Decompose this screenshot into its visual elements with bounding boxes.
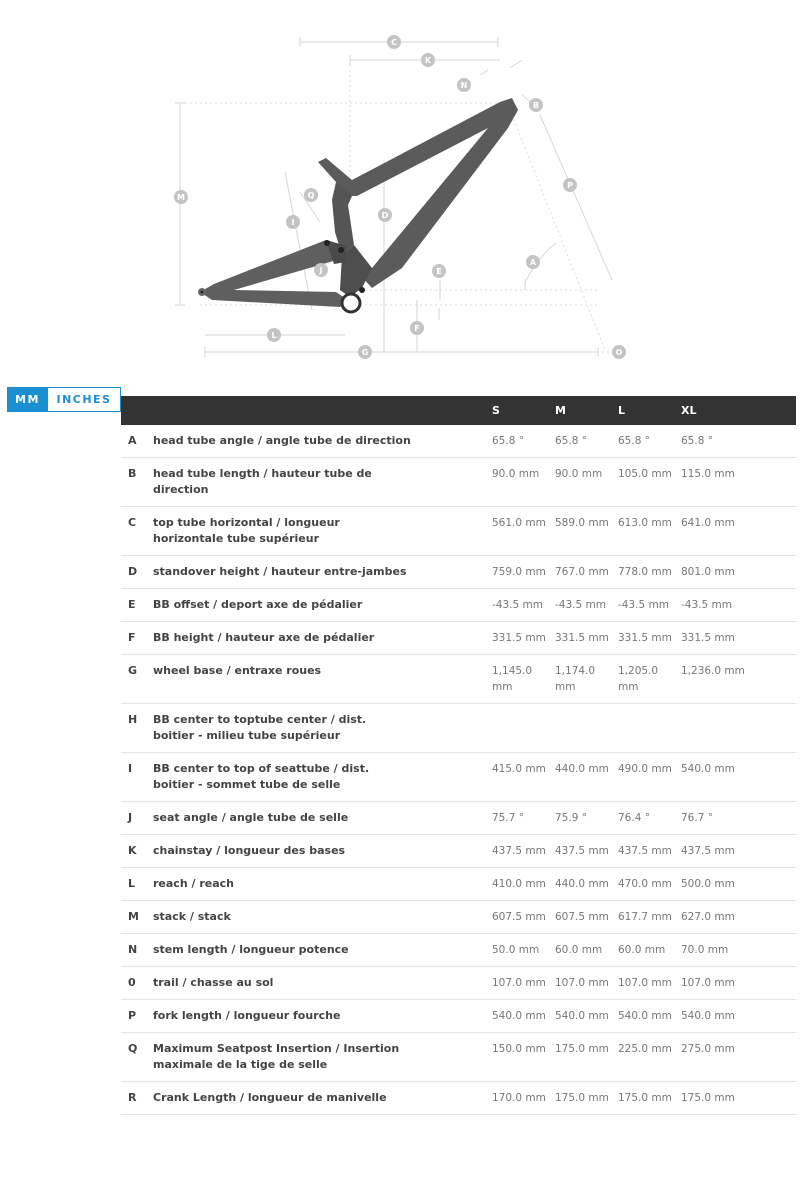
value-s: 540.0 mm — [492, 1010, 546, 1022]
value-l: 617.7 mm — [618, 911, 672, 923]
value-xl: 540.0 mm — [681, 1010, 735, 1022]
row-label: standover height / hauteur entre-jambes — [153, 565, 407, 578]
row-label: chainstay / longueur des bases — [153, 844, 346, 857]
svg-text:P: P — [567, 181, 573, 190]
marker-e — [432, 264, 446, 278]
svg-text:G: G — [361, 348, 369, 357]
marker-b — [529, 98, 543, 112]
row-label: seat angle / angle tube de selle — [153, 811, 349, 824]
value-s — [491, 704, 554, 753]
marker-m — [174, 190, 188, 204]
value-xl: 65.8 ° — [681, 435, 713, 447]
table-row — [121, 1000, 796, 1033]
value-m: 767.0 mm — [555, 566, 609, 578]
value-m: 331.5 mm — [555, 632, 609, 644]
value-l: 65.8 ° — [618, 435, 650, 447]
table-row — [121, 425, 796, 458]
marker-q — [304, 188, 318, 202]
value-s: 437.5 mm — [492, 845, 546, 857]
marker-a — [526, 255, 540, 269]
value-l: 60.0 mm — [618, 944, 666, 956]
table-row — [121, 753, 796, 802]
row-label: fork length / longueur fourche — [153, 1009, 341, 1022]
value-m: -43.5 mm — [555, 599, 606, 611]
row-key: M — [128, 910, 139, 923]
value-m: 440.0 mm — [555, 763, 609, 775]
marker-k — [267, 328, 281, 342]
mm-unit-button[interactable]: MM — [7, 387, 48, 412]
row-label: head tube angle / angle tube de direction — [153, 434, 411, 447]
svg-text:A: A — [529, 258, 537, 267]
header-label — [153, 396, 491, 425]
value-m: 107.0 mm — [555, 977, 609, 989]
row-key: H — [128, 713, 138, 726]
value-l: 175.0 mm — [618, 1092, 672, 1104]
value-m — [554, 704, 617, 753]
table-row — [121, 589, 796, 622]
value-s: 607.5 mm — [492, 911, 546, 923]
marker-g — [358, 345, 372, 359]
value-xl: 107.0 mm — [681, 977, 735, 989]
table-row — [121, 507, 796, 556]
table-row — [121, 901, 796, 934]
value-s: 410.0 mm — [492, 878, 546, 890]
row-label: stem length / longueur potence — [153, 943, 349, 956]
row-key: C — [128, 516, 137, 529]
marker-d — [378, 208, 392, 222]
value-xl: 175.0 mm — [681, 1092, 735, 1104]
value-m: 65.8 ° — [555, 435, 587, 447]
value-m: 175.0 mm — [555, 1043, 609, 1055]
value-s: 170.0 mm — [492, 1092, 546, 1104]
svg-text:M: M — [177, 193, 185, 202]
svg-text:E: E — [436, 267, 442, 276]
value-m: 75.9 ° — [555, 812, 587, 824]
value-l: 225.0 mm — [618, 1043, 672, 1055]
row-label: Crank Length / longueur de manivelle — [153, 1091, 387, 1104]
value-xl: 70.0 mm — [681, 944, 729, 956]
value-s: 65.8 ° — [492, 435, 524, 447]
table-row — [121, 967, 796, 1000]
row-label: reach / reach — [153, 877, 234, 890]
svg-text:L: L — [271, 331, 277, 340]
table-row — [121, 556, 796, 589]
row-label: top tube horizontal / longueur horizontale tube supérieur — [153, 516, 340, 545]
row-key: F — [128, 631, 136, 644]
value-l: 613.0 mm — [618, 517, 672, 529]
unit-toggle — [7, 387, 121, 412]
row-key: K — [128, 844, 137, 857]
row-label: head tube length / hauteur tube de direction — [153, 467, 372, 496]
row-key: L — [128, 877, 136, 890]
value-m: 437.5 mm — [555, 845, 609, 857]
value-xl: 437.5 mm — [681, 845, 735, 857]
bike-frame — [198, 98, 518, 312]
marker-l — [421, 53, 435, 67]
value-l: 107.0 mm — [618, 977, 672, 989]
row-label: trail / chasse au sol — [153, 976, 274, 989]
row-label: BB center to top of seattube / dist. boitier - sommet tube de selle — [153, 762, 370, 791]
marker-c — [387, 35, 401, 49]
row-key: P — [128, 1009, 137, 1022]
value-s: 1,145.0 mm — [492, 665, 533, 693]
value-s: 150.0 mm — [492, 1043, 546, 1055]
table-row — [121, 622, 796, 655]
value-s: 50.0 mm — [492, 944, 540, 956]
value-l: 490.0 mm — [618, 763, 672, 775]
svg-text:D: D — [381, 211, 389, 220]
frame-geometry-diagram — [0, 0, 800, 370]
value-s: -43.5 mm — [492, 599, 543, 611]
size-header-s: S — [492, 404, 500, 417]
row-key: N — [128, 943, 138, 956]
row-label: Maximum Seatpost Insertion / Insertion maximale de la tige de selle — [153, 1042, 400, 1071]
value-m: 607.5 mm — [555, 911, 609, 923]
svg-text:C: C — [391, 38, 397, 47]
value-s: 107.0 mm — [492, 977, 546, 989]
svg-text:B: B — [532, 101, 540, 110]
row-key: 0 — [128, 976, 136, 989]
value-xl: 331.5 mm — [681, 632, 735, 644]
value-xl: 76.7 ° — [681, 812, 713, 824]
row-key: A — [128, 434, 137, 447]
row-key: J — [128, 811, 133, 824]
value-m: 589.0 mm — [555, 517, 609, 529]
value-l: 105.0 mm — [618, 468, 672, 480]
value-s: 415.0 mm — [492, 763, 546, 775]
marker-f — [410, 321, 424, 335]
table-row — [121, 802, 796, 835]
geometry-table — [121, 396, 796, 1115]
row-key: D — [128, 565, 138, 578]
value-m: 60.0 mm — [555, 944, 603, 956]
row-label: BB center to toptube center / dist. boitier - milieu tube supérieur — [153, 713, 367, 742]
value-xl: 500.0 mm — [681, 878, 735, 890]
value-xl: 1,236.0 mm — [681, 665, 745, 677]
value-l: -43.5 mm — [618, 599, 669, 611]
row-key: B — [128, 467, 137, 480]
value-l: 437.5 mm — [618, 845, 672, 857]
size-header-l: L — [618, 404, 626, 417]
value-s: 759.0 mm — [492, 566, 546, 578]
value-xl: 801.0 mm — [681, 566, 735, 578]
value-xl — [680, 704, 796, 753]
value-l: 331.5 mm — [618, 632, 672, 644]
table-header-row — [121, 396, 796, 425]
row-label: BB offset / deport axe de pédalier — [153, 598, 363, 611]
value-s: 75.7 ° — [492, 812, 524, 824]
value-xl: 115.0 mm — [681, 468, 735, 480]
svg-text:I: I — [291, 218, 295, 227]
svg-text:O: O — [615, 348, 623, 357]
table-row — [121, 934, 796, 967]
value-xl: 627.0 mm — [681, 911, 735, 923]
inches-unit-button[interactable]: INCHES — [48, 387, 121, 412]
svg-text:Q: Q — [307, 191, 315, 200]
table-body — [121, 425, 796, 1115]
table-row — [121, 704, 796, 753]
size-header-m: M — [555, 404, 566, 417]
row-key: G — [128, 664, 138, 677]
table-row — [121, 835, 796, 868]
row-key: R — [128, 1091, 137, 1104]
marker-j — [314, 263, 328, 277]
table-row — [121, 1082, 796, 1115]
table-row — [121, 655, 796, 704]
row-key: E — [128, 598, 136, 611]
value-m: 440.0 mm — [555, 878, 609, 890]
value-m: 1,174.0 mm — [555, 665, 596, 693]
svg-text:J: J — [319, 266, 323, 275]
size-header-xl: XL — [681, 404, 697, 417]
value-m: 90.0 mm — [555, 468, 603, 480]
value-l: 778.0 mm — [618, 566, 672, 578]
value-l: 76.4 ° — [618, 812, 650, 824]
value-xl: 641.0 mm — [681, 517, 735, 529]
marker-i — [286, 215, 300, 229]
marker-p — [563, 178, 577, 192]
row-key: I — [128, 762, 133, 775]
row-key: Q — [128, 1042, 138, 1055]
value-m: 540.0 mm — [555, 1010, 609, 1022]
value-l: 1,205.0 mm — [618, 665, 659, 693]
value-l: 540.0 mm — [618, 1010, 672, 1022]
table-row — [121, 458, 796, 507]
row-label: BB height / hauteur axe de pédalier — [153, 631, 375, 644]
frame-geometry-svg — [0, 0, 800, 370]
value-s: 561.0 mm — [492, 517, 546, 529]
marker-n — [457, 78, 471, 92]
table-row — [121, 868, 796, 901]
svg-text:K: K — [424, 56, 432, 65]
marker-o — [612, 345, 626, 359]
svg-text:N: N — [460, 81, 468, 90]
svg-text:F: F — [414, 324, 420, 333]
value-xl: 275.0 mm — [681, 1043, 735, 1055]
header-key — [121, 396, 153, 425]
value-l — [617, 704, 680, 753]
value-s: 331.5 mm — [492, 632, 546, 644]
row-label: stack / stack — [153, 910, 231, 923]
row-label: wheel base / entraxe roues — [153, 664, 322, 677]
value-m: 175.0 mm — [555, 1092, 609, 1104]
value-xl: 540.0 mm — [681, 763, 735, 775]
value-xl: -43.5 mm — [681, 599, 732, 611]
value-l: 470.0 mm — [618, 878, 672, 890]
value-s: 90.0 mm — [492, 468, 540, 480]
table-row — [121, 1033, 796, 1082]
